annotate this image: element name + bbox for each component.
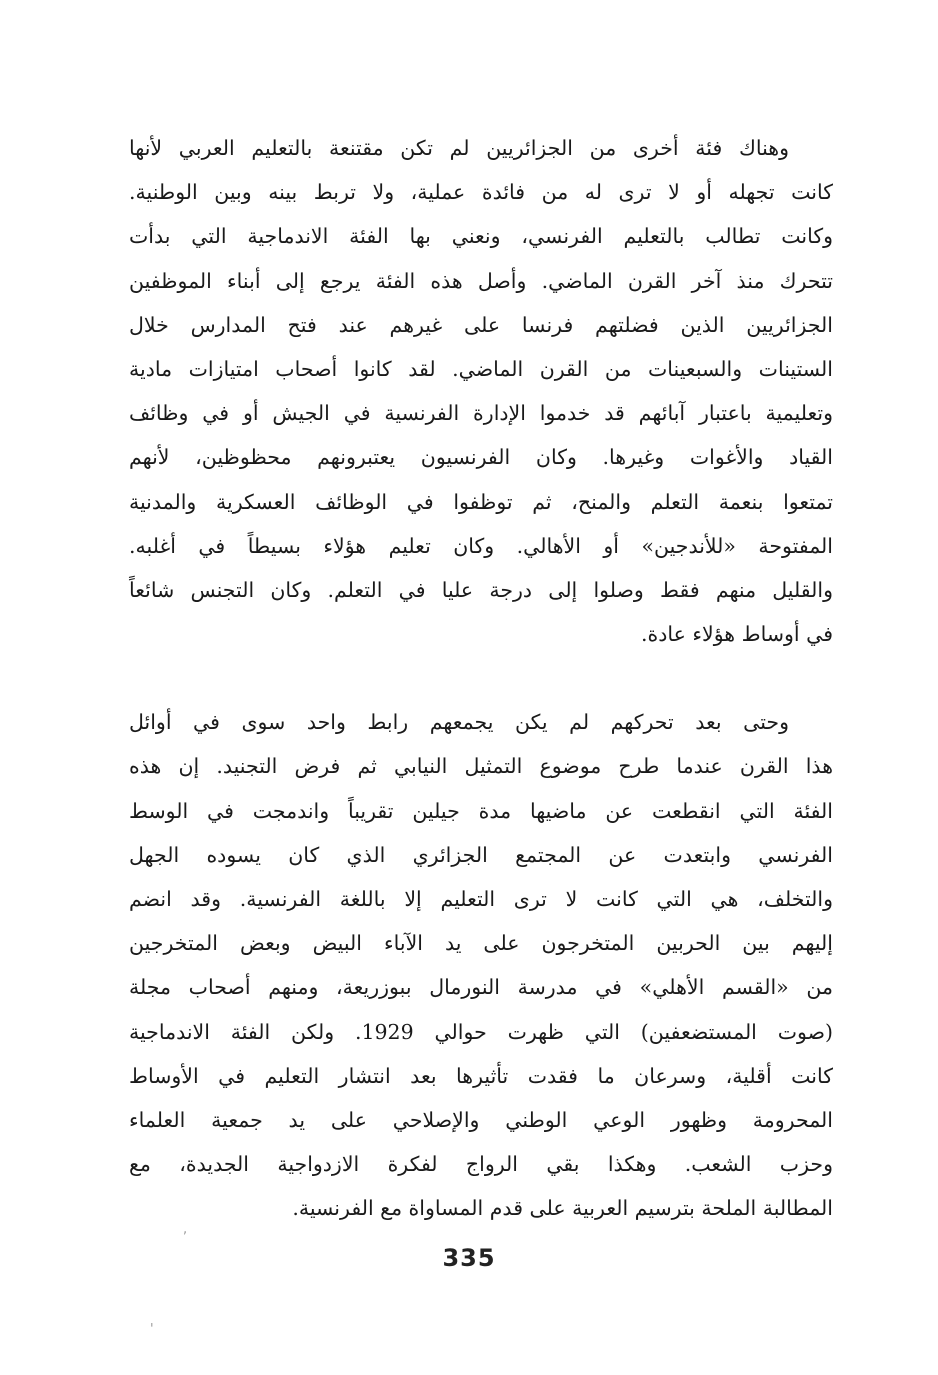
scan-speck: ' [150, 1322, 154, 1337]
page-number: 335 [442, 1244, 496, 1272]
text-line: هذا القرن عندما طرح موضوع التمثيل النيابي ثم فرض التجنيد. إن هذه [129, 754, 833, 779]
text-line: وتعليمية باعتبار آبائهم قد خدموا الإدارة الفرنسية في الجيش أو في وظائف [129, 401, 833, 426]
text-line: وهناك فئة أخرى من الجزائريين لم تكن مقتنعة بالتعليم العربي لأنها [129, 136, 789, 160]
text-line: الفرنسي وابتعدت عن المجتمع الجزائري الذي كان يسوده الجهل [129, 842, 833, 867]
text-line: تتحرك منذ آخر القرن الماضي. وأصل هذه الفئة يرجع إلى أبناء الموظفين [129, 268, 833, 293]
paragraph-1 [129, 126, 833, 656]
text-line: المحرومة وظهور الوعي الوطني والإصلاحي على يد جمعية العلماء [129, 1107, 833, 1132]
text-line: كانت أقلية، وسرعان ما فقدت تأثيرها بعد انتشار التعليم في الأوساط [129, 1063, 833, 1088]
paragraph-2 [129, 700, 833, 1230]
text-line: (صوت المستضعفين) التي ظهرت حوالي 1929. ولكن الفئة الاندماجية [129, 1019, 833, 1044]
text-line: المفتوحة «للأندجين» أو الأهالي. وكان تعليم هؤلاء بسيطاً في أغلبه. [129, 533, 833, 558]
text-line: إليهم بين الحربين المتخرجون على يد الآباء البيض وبعض المتخرجين [129, 931, 833, 956]
text-line: وحزب الشعب. وهكذا بقي الرواج لفكرة الازدواجية الجديدة، مع [129, 1152, 833, 1177]
text-line: والقليل منهم فقط وصلوا إلى درجة عليا في التعلم. وكان التجنس شائعاً [129, 577, 833, 602]
text-line: القياد والأغوات وغيرها. وكان الفرنسيون يعتبرونهم محظوظين، لأنهم [129, 445, 833, 470]
paragraph-spacer [129, 656, 833, 700]
text-line: تمتعوا بنعمة التعلم والمنح، ثم توظفوا في الوظائف العسكرية والمدنية [129, 489, 833, 514]
text-line: الفئة التي انقطعت عن ماضيها مدة جيلين تقريباً واندمجت في الوسط [129, 798, 833, 823]
body-text [129, 126, 833, 1231]
text-line: الجزائريين الذين فضلتهم فرنسا على غيرهم عند فتح المدارس خلال [129, 312, 833, 337]
text-line: في أوساط هؤلاء عادة. [640, 622, 833, 647]
text-line: المطالبة الملحة بترسيم العربية على قدم المساواة مع الفرنسية. [292, 1196, 833, 1221]
text-line: الستينات والسبعينات من القرن الماضي. لقد كانوا أصحاب امتيازات مادية [129, 356, 833, 381]
text-line: من «القسم الأهلي» في مدرسة النورمال ببوزريعة، ومنهم أصحاب مجلة [129, 975, 833, 1000]
text-line: والتخلف، هي التي كانت لا ترى التعليم إلا باللغة الفرنسية. وقد انضم [129, 887, 833, 911]
text-line: كانت تجهله أو لا ترى له من فائدة عملية، ولا تربط بينه وبين الوطنية. [129, 180, 833, 205]
text-line: وحتى بعد تحركهم لم يكن يجمعهم رابط واحد سوى في أوائل [129, 710, 789, 735]
text-line: وكانت تطالب بالتعليم الفرنسي، ونعني بها الفئة الاندماجية التي بدأت [129, 224, 833, 249]
scan-speck: , [183, 1222, 188, 1237]
